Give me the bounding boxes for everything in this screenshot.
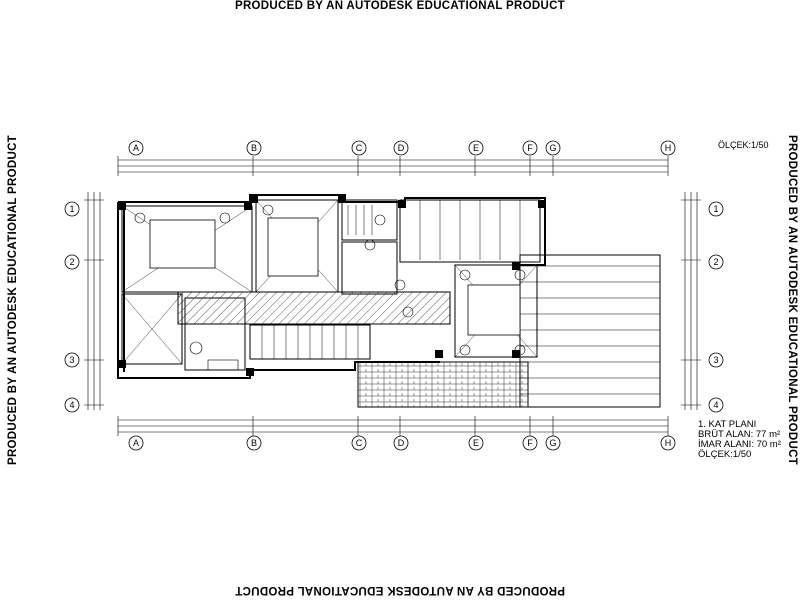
grid-label: H (664, 143, 672, 153)
grid-label: C (355, 438, 363, 448)
grid-label: C (355, 143, 363, 153)
dimension-lines-top (118, 156, 668, 176)
imar-area: İMAR ALANI: 70 m² (698, 439, 781, 450)
bed-3 (468, 285, 520, 335)
grid-label: A (132, 143, 140, 153)
brut-area: BRÜT ALAN: 77 m² (698, 429, 781, 440)
grid-label: E (472, 438, 480, 448)
scale-label-top: ÖLÇEK:1/50 (718, 140, 769, 150)
terrace (520, 255, 660, 407)
grid-label: 2 (713, 257, 719, 267)
grid-label: G (549, 438, 557, 448)
bed-2 (268, 218, 318, 276)
grid-label: F (527, 143, 533, 153)
terrace-decking (520, 266, 660, 394)
grid-label: 3 (69, 355, 75, 365)
grid-label: A (132, 438, 140, 448)
watermark-bottom: PRODUCED BY AN AUTODESK EDUCATIONAL PRODUCT (234, 584, 566, 596)
grid-label: F (527, 438, 533, 448)
grid-label: 1 (69, 204, 75, 214)
terrace-paving (358, 362, 528, 407)
bathroom-1 (342, 200, 397, 240)
grid-label: 1 (713, 204, 719, 214)
watermark-right: PRODUCED BY AN AUTODESK EDUCATIONAL PRODUCT (786, 134, 798, 466)
grid-label: 4 (69, 400, 75, 410)
grid-label: B (250, 438, 258, 448)
hall-hatched (178, 292, 450, 324)
grid-label: 2 (69, 257, 75, 267)
grid-label: B (250, 143, 258, 153)
bed-1 (150, 220, 215, 268)
grid-label: 3 (713, 355, 719, 365)
grid-label: D (397, 438, 405, 448)
plan-title: 1. KAT PLANI (698, 419, 757, 430)
plan-scale: ÖLÇEK:1/50 (698, 449, 752, 460)
grid-label: H (664, 438, 672, 448)
grid-label: E (472, 143, 480, 153)
grid-label: D (397, 143, 405, 153)
grid-label: 4 (713, 400, 719, 410)
dimension-lines-bottom (118, 416, 668, 436)
watermark-left: PRODUCED BY AN AUTODESK EDUCATIONAL PRODUCT (7, 134, 19, 466)
watermark-top: PRODUCED BY AN AUTODESK EDUCATIONAL PRODUCT (234, 0, 566, 12)
balcony-stairs (400, 200, 540, 262)
grid-label: G (549, 143, 557, 153)
